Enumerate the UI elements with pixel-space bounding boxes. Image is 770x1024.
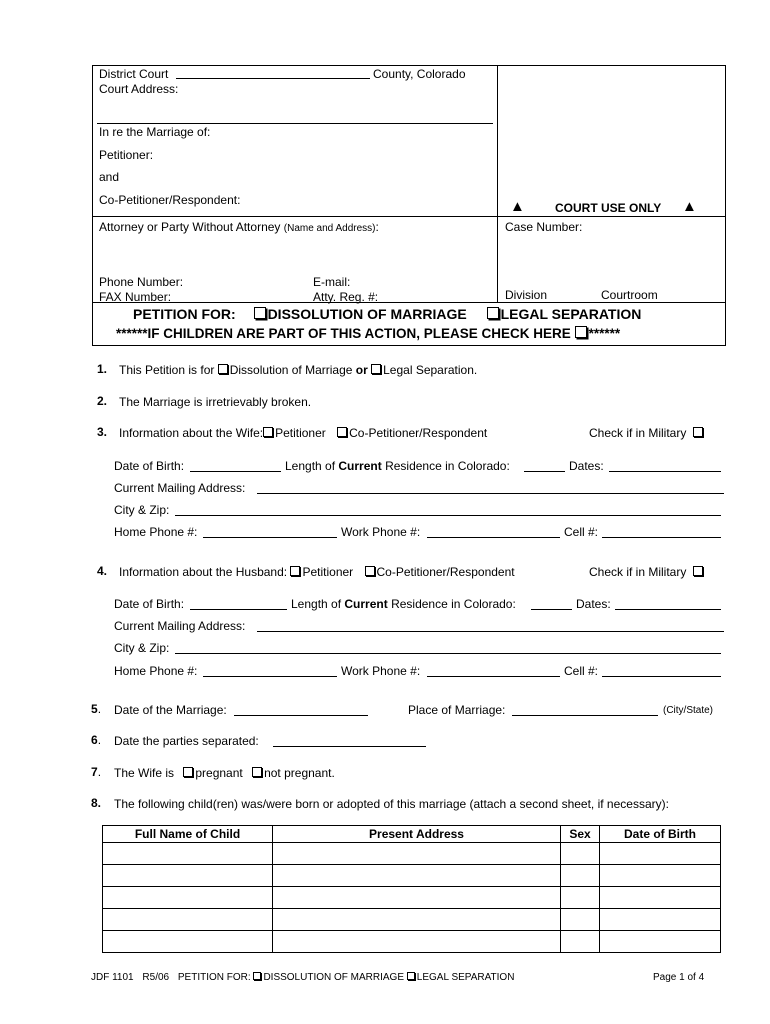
wife-cell-label: Cell #: [564, 525, 599, 539]
child-name-cell[interactable] [103, 931, 273, 953]
child-address-cell[interactable] [273, 931, 561, 953]
column-header: Present Address [273, 826, 561, 843]
husband-residence-field[interactable] [531, 609, 572, 610]
not-pregnant-checkbox[interactable] [252, 767, 262, 777]
child-address-cell[interactable] [273, 865, 561, 887]
division-label: Division [505, 288, 548, 302]
child-sex-cell[interactable] [561, 909, 600, 931]
page-number: Page 1 of 4 [653, 972, 705, 983]
wife-co-petitioner-checkbox[interactable] [337, 427, 347, 437]
child-dob-cell[interactable] [600, 865, 721, 887]
husband-dates-field[interactable] [615, 609, 721, 610]
court-use-only-label: COURT USE ONLY [555, 201, 662, 215]
column-header: Full Name of Child [103, 826, 273, 843]
child-address-cell[interactable] [273, 909, 561, 931]
husband-co-petitioner-checkbox[interactable] [365, 566, 375, 576]
marriage-place-field[interactable] [512, 715, 658, 716]
column-header: Date of Birth [600, 826, 721, 843]
husband-mailing-field[interactable] [257, 631, 724, 632]
item-2-text: The Marriage is irretrievably broken. [119, 395, 312, 409]
petitioner-label: Petitioner: [99, 148, 154, 162]
husband-military-checkbox[interactable] [693, 566, 703, 576]
children-notice: ******IF CHILDREN ARE PART OF THIS ACTION, PLEASE CHECK HERE ****** [116, 326, 621, 341]
husband-work-phone-field[interactable] [427, 676, 560, 677]
child-dob-cell[interactable] [600, 887, 721, 909]
wife-residence-label: Length of Current Residence in Colorado: [285, 459, 510, 473]
item-number: 7. [91, 765, 102, 779]
district-court-field[interactable] [176, 78, 370, 79]
children-intro: The following child(ren) was/were born or adopted of this marriage (attach a second sheet, if necessary): [114, 797, 669, 811]
table-row [103, 887, 721, 909]
table-row [103, 843, 721, 865]
item-1-text: This Petition is for Dissolution of Marriage or Legal Separation. [119, 363, 478, 377]
wife-cell-field[interactable] [602, 537, 721, 538]
wife-dates-field[interactable] [609, 471, 721, 472]
up-arrow-left-icon: ▲ [510, 198, 525, 215]
husband-cell-label: Cell #: [564, 664, 599, 678]
wife-dob-field[interactable] [190, 471, 281, 472]
separation-date-field[interactable] [273, 746, 426, 747]
wife-city-label: City & Zip: [114, 503, 170, 517]
wife-city-field[interactable] [175, 515, 721, 516]
footer-form-id: JDF 1101 R5/06 PETITION FOR: DISSOLUTION OF MARRIAGE LEGAL SEPARATION [91, 972, 515, 983]
child-name-cell[interactable] [103, 887, 273, 909]
footer-dissolution-checkbox [253, 972, 261, 980]
child-address-cell[interactable] [273, 843, 561, 865]
husband-dob-label: Date of Birth: [114, 597, 185, 611]
husband-home-phone-field[interactable] [203, 676, 337, 677]
table-row [103, 865, 721, 887]
wife-petitioner-checkbox[interactable] [263, 427, 273, 437]
wife-dob-label: Date of Birth: [114, 459, 185, 473]
child-name-cell[interactable] [103, 843, 273, 865]
item-number: 2. [97, 394, 108, 408]
husband-petitioner-checkbox[interactable] [290, 566, 300, 576]
item-number: 5. [91, 702, 102, 716]
courtroom-label: Courtroom [601, 288, 658, 302]
wife-home-phone-label: Home Phone #: [114, 525, 198, 539]
wife-mailing-field[interactable] [257, 493, 724, 494]
court-address-label: Court Address: [99, 82, 179, 96]
atty-reg-label: Atty. Reg. #: [313, 290, 379, 304]
footer-separation-checkbox [407, 972, 415, 980]
dissolution-option-checkbox[interactable] [218, 364, 228, 374]
up-arrow-right-icon: ▲ [682, 198, 697, 215]
child-dob-cell[interactable] [600, 931, 721, 953]
child-address-cell[interactable] [273, 887, 561, 909]
wife-military-checkbox[interactable] [693, 427, 703, 437]
court-address-field[interactable] [97, 123, 493, 124]
email-label: E-mail: [313, 275, 351, 289]
children-table [102, 825, 721, 953]
child-sex-cell[interactable] [561, 931, 600, 953]
child-sex-cell[interactable] [561, 865, 600, 887]
wife-work-phone-field[interactable] [427, 537, 560, 538]
wife-home-phone-field[interactable] [203, 537, 337, 538]
wife-work-phone-label: Work Phone #: [341, 525, 421, 539]
item-number: 4. [97, 564, 108, 578]
marriage-date-label: Date of the Marriage: [114, 703, 227, 717]
wife-residence-field[interactable] [524, 471, 565, 472]
in-re-label: In re the Marriage of: [99, 125, 211, 139]
legal-separation-checkbox[interactable] [487, 307, 499, 319]
husband-residence-label: Length of Current Residence in Colorado: [291, 597, 516, 611]
county-label: County, Colorado [373, 67, 466, 81]
marriage-date-field[interactable] [234, 715, 368, 716]
children-checkbox[interactable] [575, 326, 587, 338]
child-name-cell[interactable] [103, 865, 273, 887]
marriage-place-label: Place of Marriage: [408, 703, 506, 717]
wife-info-label: Information about the Wife: Petitioner Co-Petitioner/Respondent [119, 426, 488, 440]
wife-military: Check if in Military [589, 426, 705, 440]
child-sex-cell[interactable] [561, 887, 600, 909]
child-dob-cell[interactable] [600, 909, 721, 931]
item-number: 8. [91, 796, 102, 810]
separation-option-checkbox[interactable] [371, 364, 381, 374]
husband-military: Check if in Military [589, 565, 705, 579]
and-label: and [99, 170, 120, 184]
table-row [103, 931, 721, 953]
child-name-cell[interactable] [103, 909, 273, 931]
pregnancy-label: The Wife is pregnant not pregnant. [114, 766, 335, 780]
husband-home-phone-label: Home Phone #: [114, 664, 198, 678]
child-sex-cell[interactable] [561, 843, 600, 865]
husband-work-phone-label: Work Phone #: [341, 664, 421, 678]
petition-title: PETITION FOR: DISSOLUTION OF MARRIAGE LEGAL SEPARATION [133, 306, 642, 322]
husband-dates-label: Dates: [576, 597, 611, 611]
item-number: 3. [97, 425, 108, 439]
husband-dob-field[interactable] [190, 609, 287, 610]
table-row [103, 909, 721, 931]
husband-mailing-label: Current Mailing Address: [114, 619, 246, 633]
husband-info-label: Information about the Husband: Petitioner Co-Petitioner/Respondent [119, 565, 515, 579]
husband-cell-field[interactable] [602, 676, 721, 677]
item-number: 1. [97, 362, 108, 376]
dissolution-checkbox[interactable] [254, 307, 266, 319]
pregnant-checkbox[interactable] [183, 767, 193, 777]
caption-rule-1 [92, 216, 726, 217]
city-state-note: (City/State) [663, 705, 714, 716]
wife-dates-label: Dates: [569, 459, 604, 473]
wife-mailing-label: Current Mailing Address: [114, 481, 246, 495]
separation-date-label: Date the parties separated: [114, 734, 259, 748]
table-header-row [103, 826, 721, 843]
husband-city-field[interactable] [175, 653, 721, 654]
caption-rule-2 [92, 302, 726, 303]
caption-divider [497, 65, 498, 303]
attorney-label: Attorney or Party Without Attorney (Name and Address): [99, 220, 379, 234]
child-dob-cell[interactable] [600, 843, 721, 865]
husband-city-label: City & Zip: [114, 641, 170, 655]
fax-label: FAX Number: [99, 290, 172, 304]
district-court-label: District Court [99, 67, 169, 81]
co-petitioner-label: Co-Petitioner/Respondent: [99, 193, 241, 207]
phone-label: Phone Number: [99, 275, 184, 289]
column-header: Sex [561, 826, 600, 843]
item-number: 6. [91, 733, 102, 747]
case-number-label: Case Number: [505, 220, 583, 234]
